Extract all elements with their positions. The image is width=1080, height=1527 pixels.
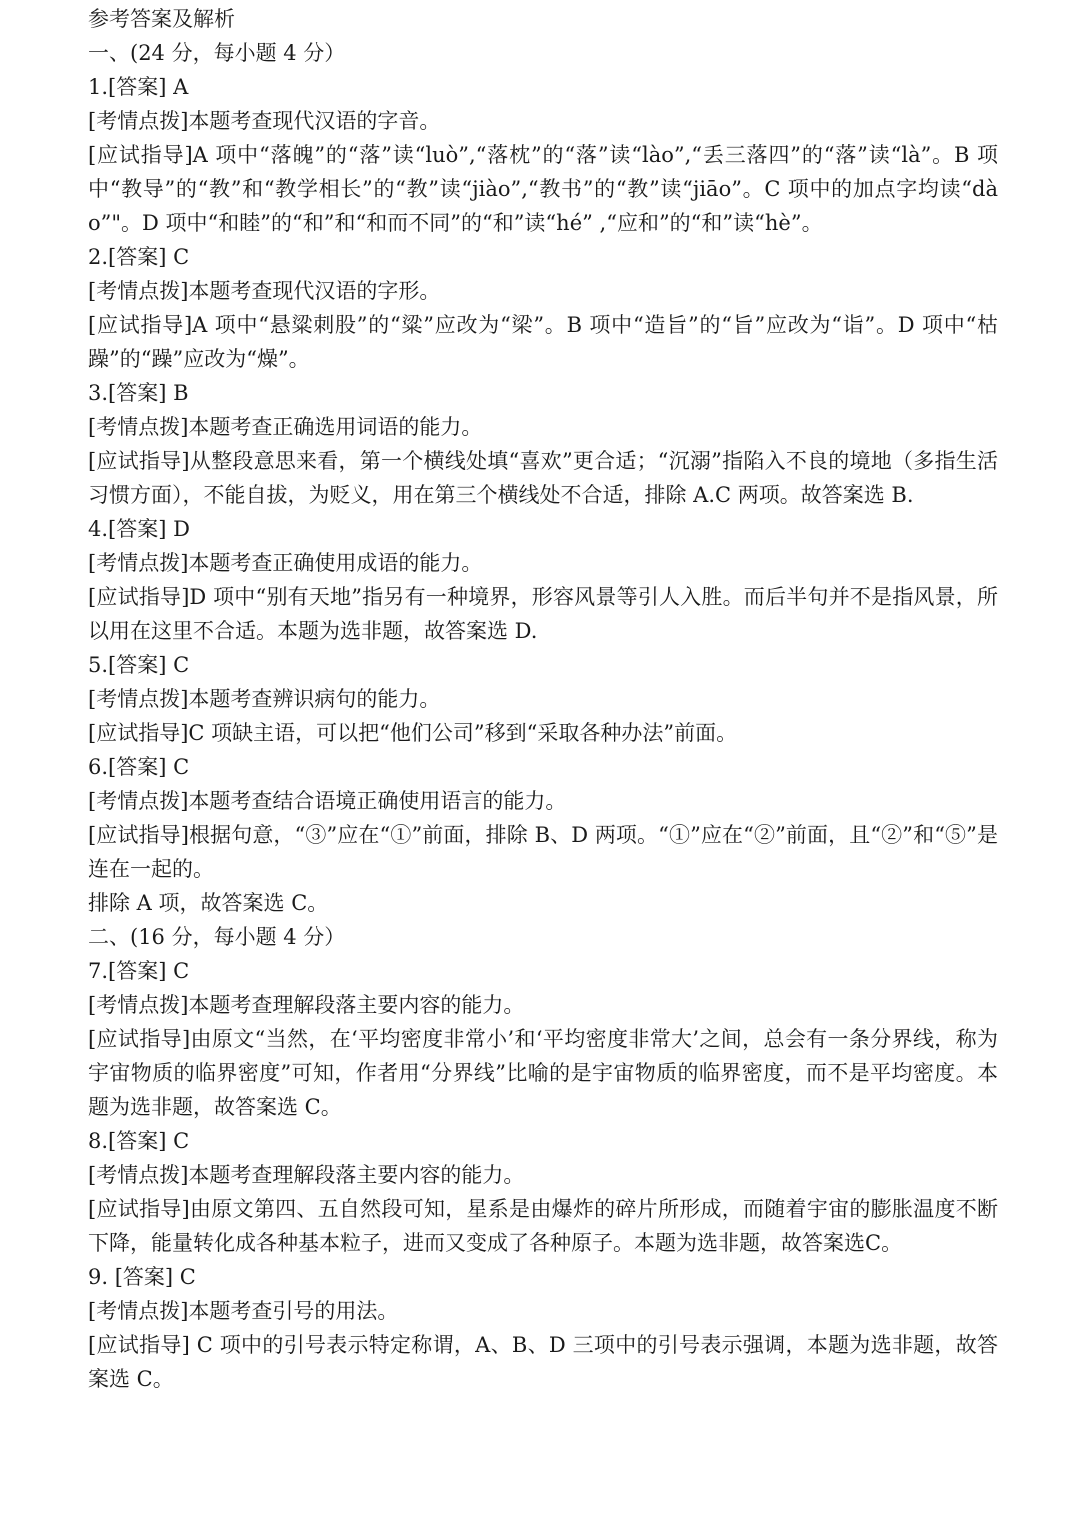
document-title: 参考答案及解析 [88, 7, 235, 31]
answer-line: 3.[答案] B [88, 381, 189, 405]
guidance-paragraph: [应试指导]由原文“当然，在‘平均密度非常小’和‘平均密度非常大’之间，总会有一条分界线，称为宇宙物质的临界密度”可知，作者用“分界线”比喻的是宇宙物质的临界密度，而不是平均密度。本题为选非题，故答案选 C。 [88, 1027, 998, 1119]
exam-point-line: [考情点拨]本题考查理解段落主要内容的能力。 [88, 1163, 525, 1187]
answer-line: 1.[答案] A [88, 75, 189, 99]
section-heading: 一、(24 分，每小题 4 分） [88, 41, 346, 65]
answer-line: 4.[答案] D [88, 517, 190, 541]
guidance-paragraph: [应试指导]A 项中“悬粱刺股”的“粱”应改为“梁”。B 项中“造旨”的“旨”应改为“诣”。D 项中“枯躁”的“躁”应改为“燥”。 [88, 313, 998, 371]
guidance-paragraph: [应试指导]从整段意思来看，第一个横线处填“喜欢”更合适；“沉溺”指陷入不良的境地（多指生活习惯方面），不能自拔，为贬义，用在第三个横线处不合适，排除 A.C 两项。故答案选 B. [88, 449, 998, 507]
answer-line: 8.[答案] C [88, 1129, 190, 1153]
guidance-paragraph: [应试指导]根据句意，“③”应在“①”前面，排除 B、D 两项。“①”应在“②”前面，且“②”和“⑤”是连在一起的。 [88, 823, 998, 881]
exam-point-line: [考情点拨]本题考查现代汉语的字形。 [88, 279, 441, 303]
exam-point-line: [考情点拨]本题考查引号的用法。 [88, 1299, 399, 1323]
section-heading: 二、(16 分，每小题 4 分） [88, 925, 346, 949]
exam-point-line: [考情点拨]本题考查现代汉语的字音。 [88, 109, 441, 133]
guidance-paragraph: [应试指导] C 项中的引号表示特定称谓，A、B、D 三项中的引号表示强调，本题为选非题，故答案选 C。 [88, 1333, 998, 1391]
answer-line: 7.[答案] C [88, 959, 190, 983]
exam-point-line: [考情点拨]本题考查理解段落主要内容的能力。 [88, 993, 525, 1017]
answer-line: 6.[答案] C [88, 755, 190, 779]
answer-line: 2.[答案] C [88, 245, 190, 269]
exam-point-line: [考情点拨]本题考查正确选用词语的能力。 [88, 415, 483, 439]
exam-point-line: [考情点拨]本题考查正确使用成语的能力。 [88, 551, 483, 575]
guidance-paragraph: [应试指导]D 项中“别有天地”指另有一种境界，形容风景等引人入胜。而后半句并不是指风景，所以用在这里不合适。本题为选非题，故答案选 D. [88, 585, 998, 643]
answer-line: 5.[答案] C [88, 653, 190, 677]
guidance-paragraph: [应试指导]由原文第四、五自然段可知，星系是由爆炸的碎片所形成，而随着宇宙的膨胀温度不断下降，能量转化成各种基本粒子，进而又变成了各种原子。本题为选非题，故答案选C。 [88, 1197, 998, 1255]
exam-point-line: [考情点拨]本题考查结合语境正确使用语言的能力。 [88, 789, 567, 813]
guidance-paragraph: [应试指导]C 项缺主语，可以把“他们公司”移到“采取各种办法”前面。 [88, 721, 738, 745]
answer-line: 9. [答案] C [88, 1265, 196, 1289]
guidance-conclusion: 排除 A 项，故答案选 C。 [88, 891, 329, 915]
exam-point-line: [考情点拨]本题考查辨识病句的能力。 [88, 687, 441, 711]
guidance-paragraph: [应试指导]A 项中“落魄”的“落”读“luò”,“落枕”的“落”读“lào”,“丢三落四”的“落”读“là”。B 项中“教导”的“教”和“教学相长”的“教”读“jiào”,“教书”的“教”读“jiāo”。C 项中的加点字均读“dào”"。D 项中“和睦”的“和”和“和而不同”的“和”读“hé” ,“应和”的“和”读“hè”。 [88, 143, 998, 235]
